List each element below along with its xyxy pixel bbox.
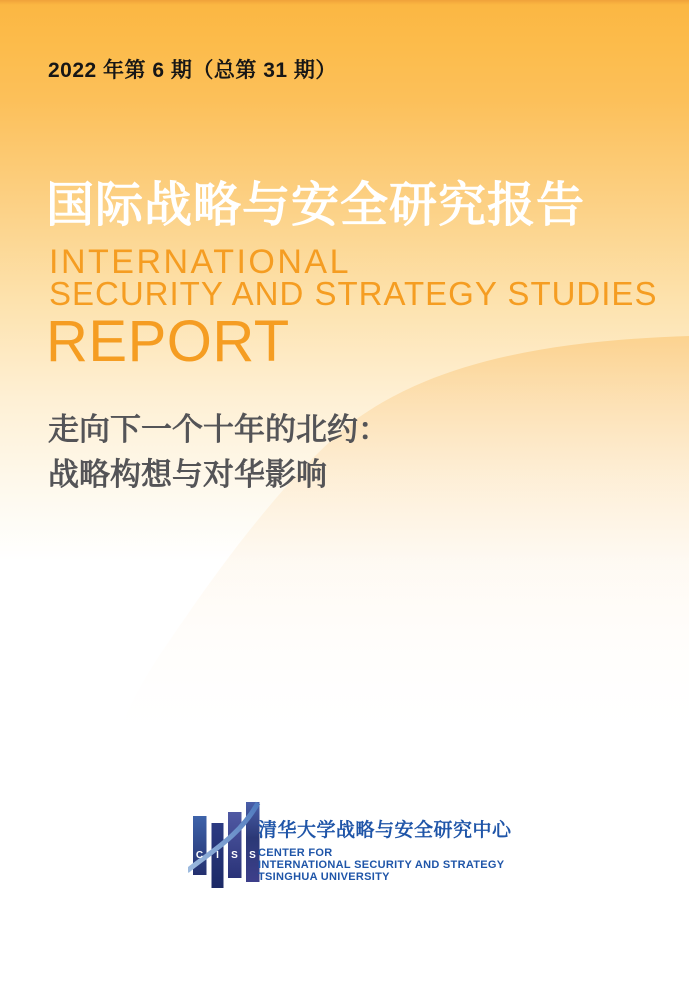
report-title-cn: 国际战略与安全研究报告	[46, 179, 586, 232]
logo-bar-3	[228, 812, 242, 878]
report-subtitle-line2: 战略构想与对华影响	[48, 457, 327, 492]
report-subtitle-line1: 走向下一个十年的北约：	[48, 412, 389, 447]
org-name-cn: 清华大学战略与安全研究中心	[258, 820, 512, 841]
issue-number: 2022 年第 6 期（总第 31 期）	[48, 59, 337, 82]
circle-arc-path	[117, 336, 689, 738]
logo-letter-i: I	[216, 850, 219, 861]
report-title-en-line3: REPORT	[46, 309, 290, 374]
org-name-en-line3: TSINGHUA UNIVERSITY	[258, 871, 390, 883]
org-name-en-line1: CENTER FOR	[258, 847, 333, 859]
logo-letter-s2: S	[249, 850, 256, 861]
report-title-en-line1: INTERNATIONAL	[49, 243, 352, 281]
logo-letter-c: C	[195, 850, 204, 861]
logo-letter-s1: S	[231, 850, 238, 861]
org-name-en	[258, 847, 504, 883]
report-title-en-line2: SECURITY AND STRATEGY STUDIES	[49, 275, 658, 312]
org-name-en-line2: INTERNATIONAL SECURITY AND STRATEGY	[258, 859, 505, 871]
report-subtitle	[48, 407, 389, 497]
